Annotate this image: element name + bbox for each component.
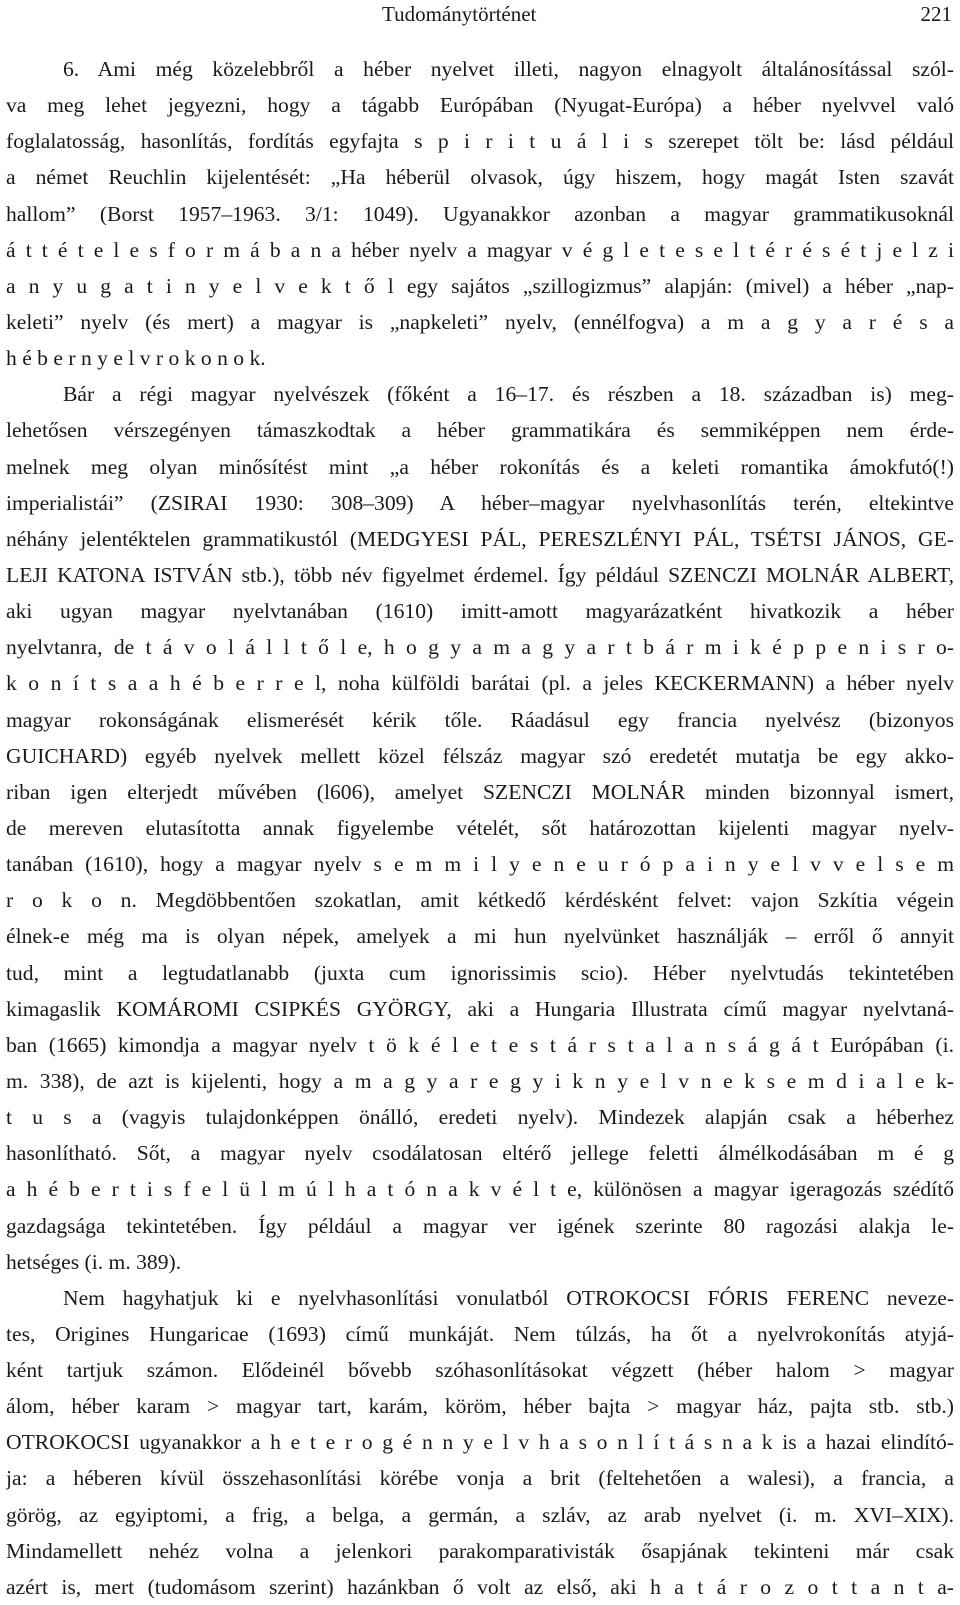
text-line: nyelvtanra, de t á v o l á l l t ő l e, h o g y a m a g y a r t b á r m i k é p p e n i s r o- (6, 635, 954, 660)
text-line: tes, Origines Hungaricae (1693) című munkáját. Nem túlzás, ha őt a nyelvrokonítás atyjá- (6, 1321, 954, 1346)
text-line: á t t é t e l e s f o r m á b a n a héber nyelv a magyar v é g l e t e s e l t é r é s é t j e l z i (6, 237, 954, 262)
text-line: tud, mint a legtudatlanabb (juxta cum ignorissimis scio). Héber nyelvtudás tekintetében (6, 960, 954, 985)
text-line: a n y u g a t i n y e l v e k t ő l egy sajátos „szillogizmus” alapján: (mivel) a héber „nap- (6, 273, 954, 298)
page-number: 221 (920, 2, 952, 26)
text-line: h é b e r n y e l v r o k o n o k. (6, 346, 266, 371)
text-line: lehetősen vérszegényen támaszkodtak a héber grammatikára és semmiképpen nem érde- (6, 418, 954, 443)
text-line: a h é b e r t i s f e l ü l m ú l h a t ó n a k v é l t e, különösen a magyar igeragozás szédítő (6, 1177, 954, 1202)
text-line: Mindamellett nehéz volna a jelenkori parakomparativisták ősapjának tekinteni már csak (6, 1538, 954, 1563)
text-line: hallom” (Borst 1957–1963. 3/1: 1049). Ugyanakkor azonban a magyar grammatikusoknál (6, 201, 954, 226)
text-line: ja: a héberen kívül összehasonlítási körébe vonja a brit (feltehetően a walesi), a francia, a (6, 1466, 954, 1491)
article-body (6, 51, 954, 1605)
text-line: azért is, mert (tudomásom szerint) hazánkban ő volt az első, aki h a t á r o z o t t a n t a- (6, 1574, 954, 1599)
text-line: ban (1665) kimondja a magyar nyelv t ö k é l e t e s t á r s t a l a n s á g á t Európában (i. (6, 1032, 954, 1057)
text-line: hetséges (i. m. 389). (6, 1249, 182, 1274)
text-line: GUICHARD) egyéb nyelvek mellett közel félszáz magyar szó eredetét mutatja be egy akko- (6, 743, 954, 768)
text-line: kimagaslik KOMÁROMI CSIPKÉS GYÖRGY, aki a Hungaria Illustrata című magyar nyelvtaná- (6, 996, 954, 1021)
text-line: k o n í t s a a h é b e r r e l, noha külföldi barátai (pl. a jeles KECKERMANN) a héber nyelv (6, 671, 954, 696)
running-title: Tudománytörténet (382, 2, 537, 26)
text-line: OTROKOCSI ugyanakkor a h e t e r o g é n n y e l v h a s o n l í t á s n a k is a hazai elindító- (6, 1430, 954, 1455)
running-header (0, 0, 960, 36)
text-line: álom, héber karam > magyar tart, karám, köröm, héber bajta > magyar ház, pajta stb. stb.) (6, 1394, 954, 1419)
text-line: a német Reuchlin kijelentését: „Ha héberül olvasok, úgy hiszem, hogy magát Isten szavát (6, 165, 954, 190)
text-line: riban igen elterjedt művében (l606), amelyet SZENCZI MOLNÁR minden bizonnyal ismert, (6, 779, 954, 804)
text-line: foglalatosság, hasonlítás, fordítás egyfajta s p i r i t u á l i s szerepet tölt be: lásd például (6, 129, 954, 154)
text-line: néhány jelentéktelen grammatikustól (MEDGYESI PÁL, PERESZLÉNYI PÁL, TSÉTSI JÁNOS, GE- (6, 526, 954, 551)
text-line: imperialistái” (ZSIRAI 1930: 308–309) A héber–magyar nyelvhasonlítás terén, eltekintve (6, 490, 954, 515)
text-line: görög, az egyiptomi, a frig, a belga, a germán, a szláv, az arab nyelvet (i. m. XVI–XIX). (6, 1502, 954, 1527)
text-line: LEJI KATONA ISTVÁN stb.), több név figyelmet érdemel. Így például SZENCZI MOLNÁR ALBERT, (6, 562, 954, 587)
text-line: t u s a (vagyis tulajdonképpen önálló, eredeti nyelv). Mindezek alapján csak a héberhez (6, 1105, 954, 1130)
text-line: r o k o n. Megdöbbentően szokatlan, amit kétkedő kérdésként felvet: vajon Szkítia végein (6, 888, 954, 913)
text-line: m. 338), de azt is kijelenti, hogy a m a g y a r e g y i k n y e l v n e k s e m d i a l e k- (6, 1068, 954, 1093)
text-line: de mereven elutasította annak figyelembe vételét, sőt határozottan kijelenti magyar nyelv- (6, 815, 954, 840)
text-line: ként tartjuk számon. Elődeinél bővebb szóhasonlításokat végzett (héber halom > magyar (6, 1358, 954, 1383)
text-line: magyar rokonságának elismerését kérik tőle. Ráadásul egy francia nyelvész (bizonyos (6, 707, 954, 732)
text-line: va meg lehet jegyezni, hogy a tágabb Európában (Nyugat-Európa) a héber nyelvvel való (6, 93, 954, 118)
text-line: élnek-e még ma is olyan népek, amelyek a mi hun nyelvünket használják – erről ő annyit (6, 924, 954, 949)
text-line: melnek meg olyan minősítést mint „a héber rokonítás és a keleti romantika ámokfutó(!) (6, 454, 954, 479)
text-line: Nem hagyhatjuk ki e nyelvhasonlítási vonulatból OTROKOCSI FÓRIS FERENC neveze- (63, 1285, 954, 1310)
text-line: hasonlítható. Sőt, a magyar nyelv csodálatosan eltérő jellege feletti álmélkodásában m é g (6, 1141, 954, 1166)
text-line: 6. Ami még közelebbről a héber nyelvet illeti, nagyon elnagyolt általánosítással szól- (63, 57, 954, 81)
text-line: aki ugyan magyar nyelvtanában (1610) imitt-amott magyarázatként hivatkozik a héber (6, 599, 954, 624)
text-line: Bár a régi magyar nyelvészek (főként a 16–17. és részben a 18. században is) meg- (63, 382, 954, 407)
text-line: tanában (1610), hogy a magyar nyelv s e m m i l y e n e u r ó p a i n y e l v v e l s e m (6, 852, 954, 877)
text-line: keleti” nyelv (és mert) a magyar is „napkeleti” nyelv, (ennélfogva) a m a g y a r é s a (6, 309, 954, 334)
text-line: gazdagsága tekintetében. Így például a magyar ver igének szerinte 80 ragozási alakja le- (6, 1213, 954, 1238)
